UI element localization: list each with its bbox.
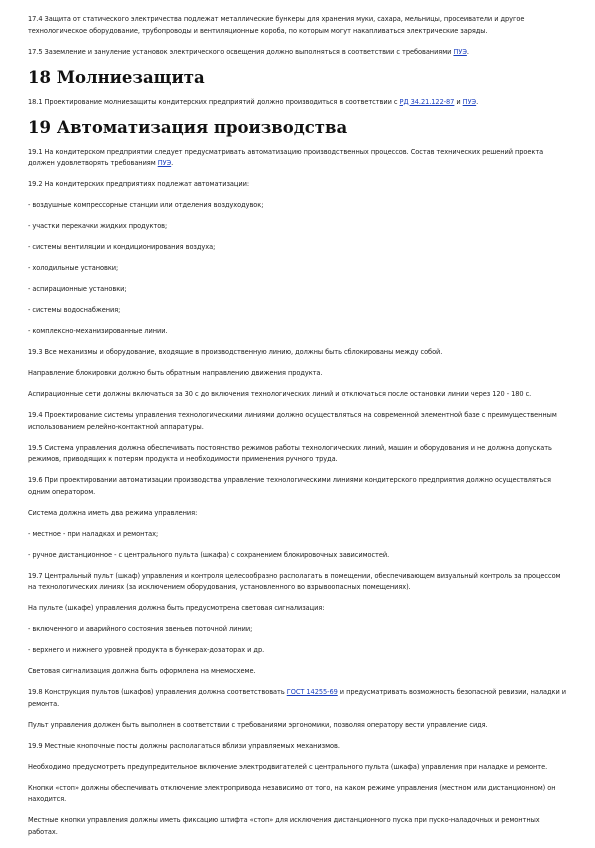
- paragraph: [28, 529, 568, 541]
- paragraph: [28, 97, 568, 109]
- section-heading: [28, 118, 568, 138]
- text-segment: - участки перекачки жидких продуктов;: [28, 222, 168, 230]
- text-segment: Система должна иметь два режима управления:: [28, 508, 198, 517]
- paragraph: [28, 762, 568, 774]
- paragraph: [28, 550, 568, 562]
- text-segment: Направление блокировки должно быть обратным направлению движения продукта.: [28, 369, 323, 377]
- text-segment: Световая сигнализация должна быть оформлена на мнемосхеме.: [28, 667, 256, 675]
- text-segment: - аспирационные установки;: [28, 285, 127, 293]
- text-segment: 19.3 Все механизмы и оборудование, входящие в производственную линию, должны быть сблокированы между собой.: [28, 348, 443, 356]
- paragraph: [28, 815, 568, 838]
- paragraph: [28, 741, 568, 753]
- text-segment: - верхнего и нижнего уровней продукта в бункерах-дозаторах и др.: [28, 646, 265, 654]
- paragraph: [28, 389, 568, 401]
- paragraph: [28, 305, 568, 317]
- text-segment: и: [454, 97, 463, 106]
- reference-link[interactable]: ПУЭ: [453, 47, 467, 56]
- paragraph: [28, 720, 568, 732]
- text-segment: и предусматривать возможность безопасной ревизии, наладки и ремонта.: [28, 688, 566, 708]
- text-segment: На пульте (шкафе) управления должна быть предусмотрена световая сигнализация:: [28, 604, 325, 612]
- paragraph: [28, 475, 568, 498]
- text-segment: - холодильные установки;: [28, 264, 119, 272]
- text-segment: Кнопки «стоп» должны обеспечивать отключение электропривода независимо от того, на каком режиме управления (местном или дистанционном) он находится.: [28, 783, 556, 803]
- reference-link[interactable]: РД 34.21.122-87: [399, 97, 455, 106]
- paragraph: [28, 687, 568, 710]
- text-segment: 18 Молниезащита: [28, 67, 205, 87]
- paragraph: [28, 263, 568, 275]
- paragraph: [28, 14, 568, 37]
- text-segment: Пульт управления должен быть выполнен в соответствии с требованиями эргономики, позволяя оператору вести управление сидя.: [28, 720, 488, 729]
- paragraph: [28, 368, 568, 380]
- paragraph: [28, 624, 568, 636]
- text-segment: - местное - при наладках и ремонтах;: [28, 529, 159, 538]
- paragraph: [28, 410, 568, 433]
- section-heading: [28, 68, 568, 88]
- document-page: [28, 14, 568, 848]
- paragraph: [28, 326, 568, 338]
- text-segment: 17.5 Заземление и зануление установок электрического освещения должно выполняться в соответствии с требованиями: [28, 47, 454, 56]
- text-segment: 19.4 Проектирование системы управления технологическими линиями должно осуществляться на современной элементной базе с преимущественным использованием релейно-контактной аппаратуры.: [28, 411, 557, 431]
- text-segment: .: [171, 159, 174, 167]
- text-segment: 19.6 При проектировании автоматизации производства управление технологическими линиями кондитерского предприятия должно осуществляться одним оператором.: [28, 476, 551, 496]
- text-segment: 18.1 Проектирование молниезащиты кондитерских предприятий должно производиться в соответствии с: [28, 97, 400, 106]
- paragraph: [28, 783, 568, 806]
- text-segment: 19.9 Местные кнопочные посты должны располагаться вблизи управляемых механизмов.: [28, 741, 340, 750]
- text-segment: .: [466, 47, 469, 56]
- reference-link[interactable]: ПУЭ: [462, 97, 477, 106]
- text-segment: 19.5 Система управления должна обеспечивать постоянство режимов работы технологических линий, машин и оборудования и не должна допускать режимов, приводящих к потерям продукта и необходимости применения ручного труда.: [28, 443, 552, 463]
- text-segment: - комплексно-механизированные линии.: [28, 327, 168, 335]
- paragraph: [28, 200, 568, 212]
- paragraph: [28, 147, 568, 170]
- text-segment: 19.7 Центральный пульт (шкаф) управления и контроля целесообразно располагать в помещении, обеспечивающем визуальный контроль за процессом на технологических линиях (за исключением оборудования, установленного во взрывоопасных помещениях).: [28, 571, 561, 591]
- text-segment: - системы вентиляции и кондиционирования воздуха;: [28, 243, 216, 251]
- reference-link[interactable]: ГОСТ 14255-69: [286, 688, 338, 696]
- paragraph: [28, 284, 568, 296]
- text-segment: .: [476, 97, 479, 106]
- text-segment: 19.8 Конструкция пультов (шкафов) управления должна соответствовать: [28, 688, 287, 696]
- paragraph: [28, 571, 568, 594]
- text-segment: Аспирационные сети должны включаться за 30 с до включения технологических линий и отключаться после остановки линии через 120 - 180 с.: [28, 390, 532, 398]
- text-segment: 19.1 На кондитерском предприятии следует предусматривать автоматизацию производственных процессов. Состав технических решений проекта должен удовлетворять требованиям: [28, 147, 544, 167]
- paragraph: [28, 179, 568, 191]
- reference-link[interactable]: ПУЭ: [157, 159, 172, 167]
- paragraph: [28, 47, 568, 59]
- text-segment: - включенного и аварийного состояния звеньев поточной линии;: [28, 625, 253, 633]
- paragraph: [28, 347, 568, 359]
- text-segment: Местные кнопки управления должны иметь фиксацию штифта «стоп» для исключения дистанционного пуска при пуско-наладочных и ремонтных работах.: [28, 816, 540, 836]
- paragraph: [28, 603, 568, 615]
- text-segment: - воздушные компрессорные станции или отделения воздуходувок;: [28, 201, 264, 209]
- text-segment: - ручное дистанционное - с центрального пульта (шкафа) с сохранением блокировочных зависимостей.: [28, 550, 390, 559]
- paragraph: [28, 645, 568, 657]
- paragraph: [28, 666, 568, 678]
- text-segment: 19.2 На кондитерских предприятиях подлежат автоматизации:: [28, 180, 249, 188]
- text-segment: 19 Автоматизация производства: [28, 117, 348, 137]
- text-segment: 17.4 Защита от статического электричества подлежат металлические бункеры для хранения муки, сахара, мельницы, просеиватели и другое технологическое оборудование, трубопроводы и вентиляционные короба, по которым могут накапливаться электрические заряды.: [28, 15, 525, 35]
- text-segment: Необходимо предусмотреть предупредительное включение электродвигателей с центрального пульта (шкафа) управления при наладке и ремонте.: [28, 762, 548, 771]
- paragraph: [28, 242, 568, 254]
- text-segment: - системы водоснабжения;: [28, 306, 121, 314]
- paragraph: [28, 443, 568, 466]
- paragraph: [28, 221, 568, 233]
- paragraph: [28, 508, 568, 520]
